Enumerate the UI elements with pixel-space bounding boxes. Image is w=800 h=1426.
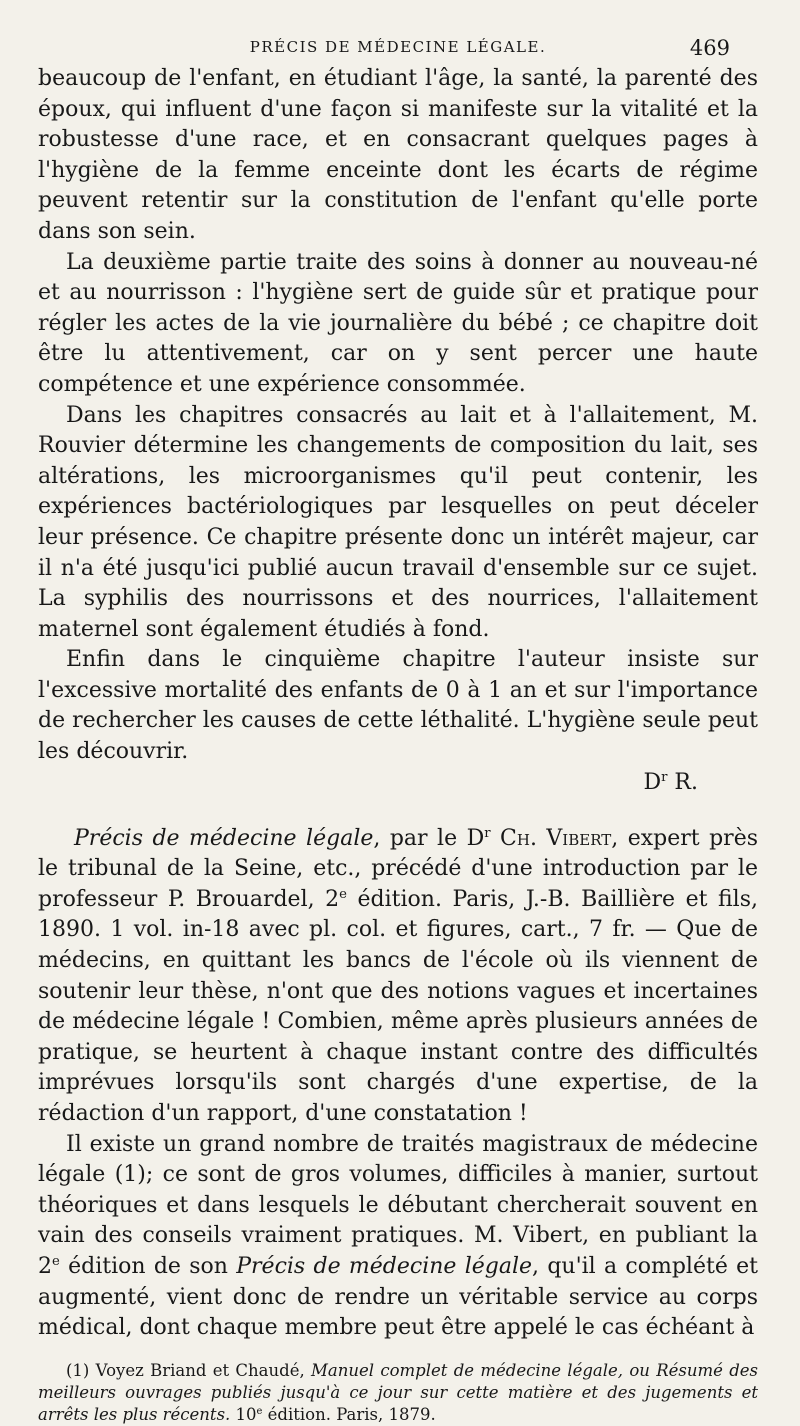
book-title: Précis de médecine légale <box>74 825 374 851</box>
review-paragraph: Il existe un grand nombre de traités magistraux de médecine légale (1); ce sont de gros volumes, difficiles à manier, surtout théoriques et dans lesquels le débutant chercherait souvent en vain des conseils vraiment pratiques. M. Vibert, en publiant la 2e édition de son Précis de médecine légale, qu'il a complété et augmenté, vient donc de rendre un véritable service au corps médical, dont chaque membre peut être appelé le cas échéant à <box>38 1131 758 1341</box>
paragraph: Enfin dans le cinquième chapitre l'auteur insiste sur l'excessive mortalité des enfants de 0 à 1 an et sur l'importance de rechercher les causes de cette léthalité. L'hygiène seule peut les découvrir. <box>38 647 758 765</box>
book-review <box>38 824 758 1344</box>
review-signature: $D^r$ R. <box>643 769 698 795</box>
footnote: (1) Voyez Briand et Chaudé, Manuel complet de médecine légale, ou Résumé des meilleurs ouvrages publiés jusqu'à ce jour sur cette matière et des jugements et arrêts les plus récents. 10e édition. Paris, 1879. <box>38 1360 758 1424</box>
page-number: 469 <box>689 36 730 60</box>
paragraph: La deuxième partie traite des soins à donner au nouveau-né et au nourrisson : l'hygiène sert de guide sûr et pratique pour régler les actes de la vie journalière du bébé ; ce chapitre doit être lu attentivement, car on y sent percer une haute compétence et une expérience consommée. <box>38 249 758 397</box>
running-head <box>38 30 758 64</box>
book-title: Précis de médecine légale <box>236 1253 533 1279</box>
paragraph: Dans les chapitres consacrés au lait et à l'allaitement, M. Rouvier détermine les changements de composition du lait, ses altérations, les microorganismes qu'il peut contenir, les expériences bactériologiques par lesquelles on peut déceler leur présence. Ce chapitre présente donc un intérêt majeur, car il n'a été jusqu'ici publié aucun travail d'ensemble sur ce sujet. La syphilis des nourrissons et des nourrices, l'allaitement maternel sont également étudiés à fond. <box>38 402 758 642</box>
review-paragraph: Précis de médecine légale, par le $D^r$ Ch. Vibert, expert près le tribunal de la Seine, etc., précédé d'une introduction par le professeur P. Brouardel, 2e édition. Paris, J.-B. Baillière et fils, 1890. 1 vol. in-18 avec pl. col. et figures, cart., 7 fr. — Que de médecins, en quittant les bancs de l'école où ils viennent de soutenir leur thèse, n'ont que des notions vagues et incertaines de médecine légale ! Combien, même après plusieurs années de pratique, se heurtent à chaque instant contre des difficultés imprévues lorsqu'ils sont chargés d'une expertise, de la rédaction d'un rapport, d'une constatation ! <box>38 825 759 1126</box>
author-name: Ch. Vibert <box>490 825 612 851</box>
section-gap <box>38 798 758 824</box>
paragraph-continued: beaucoup de l'enfant, en étudiant l'âge, la santé, la parenté des époux, qui influent d'une façon si manifeste sur la vitalité et la robustesse d'une race, et en consacrant quelques pages à l'hygiène de la femme enceinte dont les écarts de régime peuvent retentir sur la constitution de l'enfant qu'elle porte dans son sein. <box>38 66 758 244</box>
main-text <box>38 64 758 1344</box>
running-title: PRÉCIS DE MÉDECINE LÉGALE. <box>249 38 547 56</box>
